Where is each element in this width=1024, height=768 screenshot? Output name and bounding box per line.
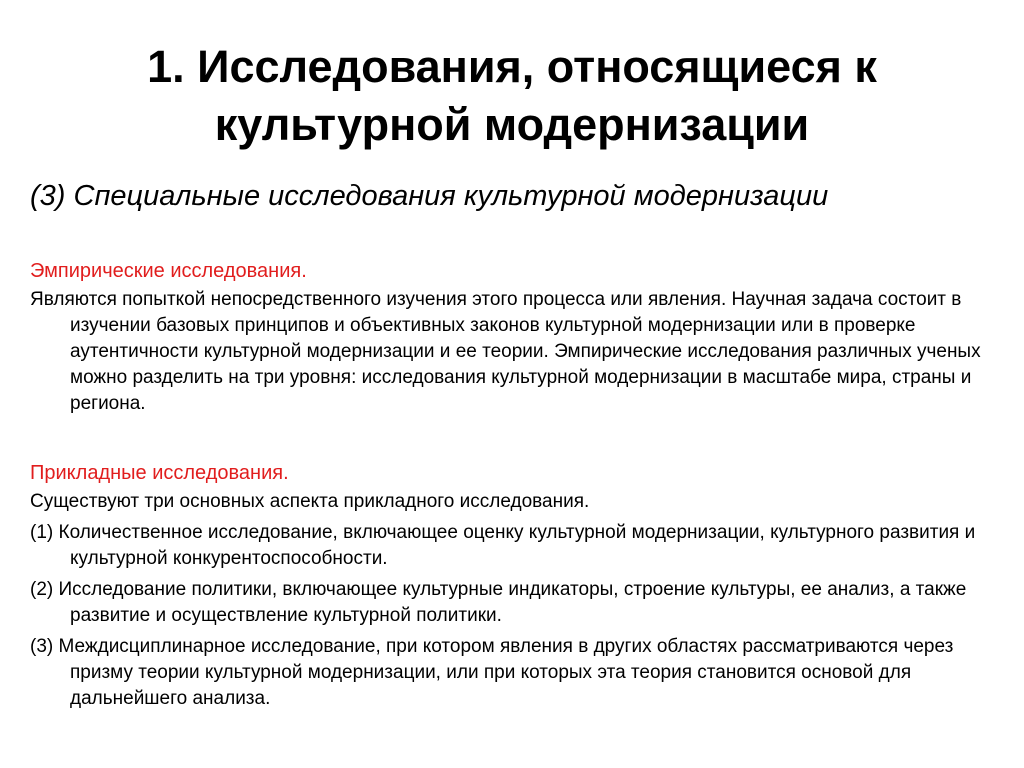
slide-title-line-2: культурной модернизации — [214, 99, 810, 150]
applied-item-2: (2) Исследование политики, включающее культурные индикаторы, строение культуры, ее анализ, а также развитие и осуществление культурной политики. — [30, 579, 967, 626]
applied-item-1: (1) Количественное исследование, включающее оценку культурной модернизации, культурного развития и культурной конкурентоспособности. — [30, 522, 976, 569]
applied-intro: Существуют три основных аспекта прикладного исследования. — [30, 491, 590, 512]
applied-heading: Прикладные исследования. — [30, 462, 289, 484]
empirical-heading: Эмпирические исследования. — [30, 260, 307, 282]
slide-subtitle: (3) Специальные исследования культурной модернизации — [30, 180, 829, 212]
slide-title-line-1: 1. Исследования, относящиеся к — [147, 41, 877, 92]
empirical-paragraph: Являются попыткой непосредственного изучения этого процесса или явления. Научная задача состоит в изучении базовых принципов и объективных законов культурной модернизации или в проверке аутентичности культурной модернизации и ее теории. Эмпирические исследования различных ученых можно разделить на три уровня: исследования культурной модернизации в масштабе мира, страны и региона. — [30, 289, 981, 414]
slide-body — [30, 258, 1000, 717]
section-spacer — [30, 422, 1000, 460]
applied-item-3: (3) Междисциплинарное исследование, при котором явления в других областях рассматриваются через призму теории культурной модернизации, или при которых эта теория становится основой для дальнейшего анализа. — [30, 636, 954, 709]
slide-title — [40, 38, 984, 154]
